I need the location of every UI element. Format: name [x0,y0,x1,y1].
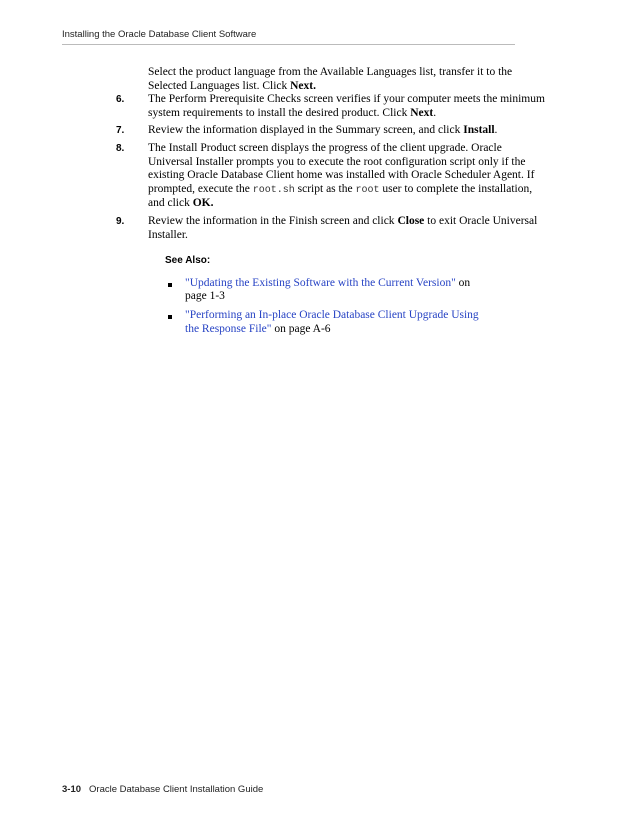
header-rule [62,44,515,45]
step-text: The Install Product screen displays the progress of the client upgrade. Oracle Universal Installer prompts you to execute the root configuration script only if the existing Oracle Database Client home was installed with Oracle Scheduler Agent. If prompted, execute the [148,141,535,195]
step-text: The Perform Prerequisite Checks screen verifies if your computer meets the minimum system requirements to install the desired product. Click [148,93,545,119]
footer-title: Oracle Database Client Installation Guide [89,784,264,795]
code-root-sh: root.sh [252,184,295,196]
code-root: root [355,184,380,196]
link-in-place-upgrade-response-file[interactable]: "Performing an In-place Oracle Database Client Upgrade Using the Response File" [185,308,479,335]
running-footer [62,784,263,795]
step-text-mid2: user to complete the installation, and click [148,182,533,210]
see-also-item [165,309,485,336]
step-text: Review the information in the Finish screen and click [148,214,398,227]
see-also-box [165,254,505,336]
intro-bold: Next. [290,79,316,92]
step-bold: Install [463,124,495,137]
page-number: 3-10 [62,784,82,795]
step-text: Review the information displayed in the Summary screen, and click [148,124,464,137]
bullet-icon [168,283,172,287]
intro-text: Select the product language from the Available Languages list, transfer it to the Selected Languages list. Click [148,66,513,92]
page-reference: on page 1-3 [185,276,471,303]
step-number: 6. [116,94,125,106]
step-number: 9. [116,215,125,227]
step-8 [116,141,548,211]
running-header: Installing the Oracle Database Client Software [62,29,257,40]
step-9 [116,214,548,242]
intro-paragraph [148,66,548,93]
bullet-icon [168,315,172,319]
step-bold: OK. [192,197,214,210]
step-number: 8. [116,142,125,154]
main-content [116,66,548,341]
step-bold: Close [397,214,425,227]
see-also-item [165,277,485,304]
step-7 [116,124,548,138]
step-text-end: . [494,124,498,137]
steps-list [116,93,548,242]
link-updating-existing-software[interactable]: "Updating the Existing Software with the Current Version" [185,276,456,289]
step-bold: Next [410,106,434,119]
step-text-end: . [433,106,437,119]
see-also-title: See Also: [165,255,211,267]
step-number: 7. [116,125,125,137]
page-reference: on page A-6 [271,322,331,335]
step-text-end: to exit Oracle Universal Installer. [148,214,538,241]
step-text-mid: script as the [294,182,356,195]
step-6 [116,93,548,120]
see-also-list [165,277,505,336]
